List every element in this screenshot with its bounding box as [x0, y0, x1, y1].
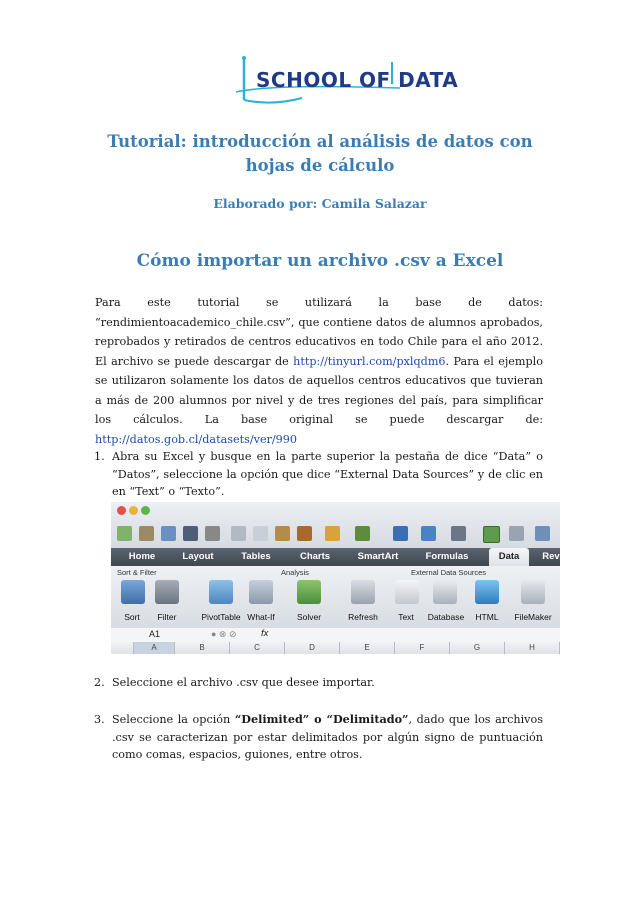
column-header[interactable]: D [285, 642, 340, 654]
sort-icon [121, 580, 145, 604]
step-number: 2. [94, 676, 105, 689]
page-title [60, 130, 580, 178]
print-icon [205, 526, 220, 541]
column-header[interactable]: G [450, 642, 505, 654]
group-sort-filter: Sort & Filter [117, 568, 157, 577]
fx-label: fx [261, 628, 269, 639]
solver-button[interactable]: Solver [296, 612, 322, 622]
html-button[interactable]: HTML [475, 612, 499, 622]
solver-icon [297, 580, 321, 604]
group-external-data: External Data Sources [411, 568, 487, 577]
step-text-pre: Seleccione la opción [112, 713, 235, 726]
what-if-button[interactable]: What-If [247, 612, 275, 622]
text-button[interactable]: Text [398, 612, 414, 622]
tab-tables[interactable]: Tables [241, 551, 271, 562]
title-line-2: hojas de cálculo [245, 156, 395, 175]
ribbon-tabs [111, 548, 560, 566]
sort-button[interactable]: Sort [124, 612, 140, 622]
step-3 [94, 711, 543, 764]
filter-icon [155, 580, 179, 604]
step-number: 1. [94, 450, 105, 463]
intro-paragraph [95, 293, 543, 449]
function-icon [483, 526, 500, 543]
filter-button[interactable]: Filter [157, 612, 177, 622]
section-subtitle: Cómo importar un archivo .csv a Excel [136, 251, 504, 271]
step-text-bold: “Delimited” o “Delimitado” [234, 712, 409, 726]
step-text-post: , dado que los archivos .csv se caracterizan por estar delimitados por algún signo de puntuación como comas, espacios, guiones, entre otros. [112, 713, 543, 761]
minimize-window-icon [129, 506, 138, 515]
copy-icon [253, 526, 268, 541]
column-headers [111, 642, 560, 654]
column-header[interactable]: C [230, 642, 285, 654]
database-button[interactable]: Database [427, 612, 465, 622]
tab-formulas[interactable]: Formulas [425, 551, 469, 562]
autosum-icon [393, 526, 408, 541]
column-header[interactable]: H [505, 642, 560, 654]
tab-review[interactable]: Rev [542, 551, 560, 562]
name-box[interactable]: A1 [149, 629, 161, 639]
toolbox-icon [509, 526, 524, 541]
filter-toolbar-icon [451, 526, 466, 541]
formula-controls-icon: ● ⊗ ⊘ [211, 629, 237, 639]
html-icon [475, 580, 499, 604]
column-header[interactable]: B [175, 642, 230, 654]
step-1 [94, 448, 543, 501]
tab-smartart[interactable]: SmartArt [357, 551, 399, 562]
sort-toolbar-icon [421, 526, 436, 541]
datos-gob-link[interactable]: http://datos.gob.cl/datasets/ver/990 [95, 432, 298, 446]
title-line-1: Tutorial: introducción al análisis de datos con [107, 132, 533, 151]
step-text: Seleccione el archivo .csv que desee importar. [112, 676, 375, 689]
what-if-icon [249, 580, 273, 604]
tinyurl-link[interactable]: http://tinyurl.com/pxlqdm6 [293, 354, 446, 368]
school-of-data-logo [232, 54, 459, 112]
text-import-icon [395, 580, 419, 604]
excel-toolbar [111, 502, 560, 549]
open-icon [161, 526, 176, 541]
close-window-icon [117, 506, 126, 515]
undo-icon [325, 526, 340, 541]
formula-bar [111, 628, 560, 643]
step-number: 3. [94, 713, 105, 726]
tab-charts[interactable]: Charts [299, 551, 331, 562]
column-header[interactable]: F [395, 642, 450, 654]
filemaker-button[interactable]: FileMaker [514, 612, 552, 622]
filemaker-icon [521, 580, 545, 604]
database-icon [433, 580, 457, 604]
redo-icon [355, 526, 370, 541]
select-all-corner[interactable] [111, 642, 134, 654]
excel-screenshot [111, 502, 560, 654]
intro-text-a: Para este tutorial se utilizará la base de datos: “rendimientoacademico_chile.csv”, que contiene datos de alumnos aprobados, reprobados y retirados de centros educativos en todo Chile para el año 2012. El archivo se puede descargar de [95, 296, 543, 368]
new-doc-icon [117, 526, 132, 541]
tab-layout[interactable]: Layout [182, 551, 214, 562]
logo-text: SCHOOL OF DATA [256, 68, 459, 92]
tab-data[interactable]: Data [489, 548, 529, 566]
step-text: Abra su Excel y busque en la parte superior la pestaña de dice “Data” o “Datos”, seleccione la opción que dice “External Data Sources” y de clic en en “Text” o “Texto”. [112, 450, 543, 498]
tab-home[interactable]: Home [128, 551, 156, 562]
refresh-icon [351, 580, 375, 604]
refresh-button[interactable]: Refresh [348, 612, 378, 622]
data-ribbon [111, 566, 560, 629]
format-painter-icon [297, 526, 312, 541]
save-icon [183, 526, 198, 541]
group-analysis: Analysis [281, 568, 309, 577]
paste-icon [275, 526, 290, 541]
templates-icon [139, 526, 154, 541]
intro-text-b: . Para el ejemplo se utilizaron solamente los datos de aquellos centros educativos que tuvieran a más de 200 alumnos por nivel y de tres regiones del país, para simplificar los cálculos. La base original se puede descargar de: [95, 354, 543, 426]
pivot-table-icon [209, 580, 233, 604]
column-header[interactable]: E [340, 642, 395, 654]
pivottable-button[interactable]: PivotTable [201, 612, 241, 622]
column-header[interactable]: A [134, 642, 175, 654]
author-line: Elaborado por: Camila Salazar [213, 196, 427, 211]
zoom-window-icon [141, 506, 150, 515]
step-2 [94, 674, 543, 692]
gallery-icon [535, 526, 550, 541]
cut-icon [231, 526, 246, 541]
